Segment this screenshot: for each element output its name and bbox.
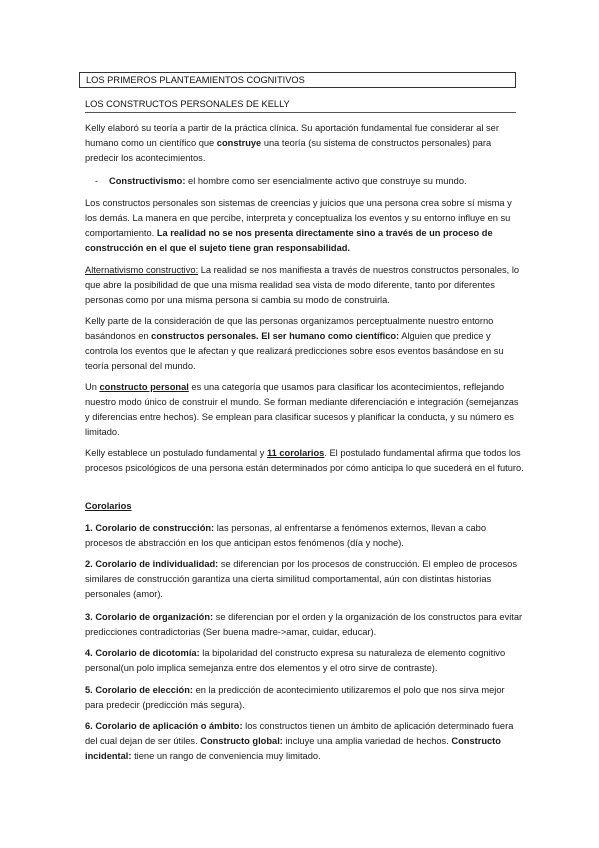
corolario-item: 2. Corolario de individualidad: se diferencian por los procesos de construcción. El empleo de procesos similares de construcción garantiza una cierta similitud comportamental, aún con distintas historias personales (amor). — [85, 559, 517, 599]
paragraph-constructo-personal: Un constructo personal es una categoría que usamos para clasificar los acontecimientos, reflejando nuestro modo único de construir el mundo. Se forman mediante diferenciación e integración (semejanzas y diferencias entre hechos). Se emplean para clasificar sucesos y planificar la conducta, y su número es limitado. — [85, 382, 519, 437]
corolario-item: 4. Corolario de dicotomía: la bipolaridad del constructo expresa su naturaleza de elemento cognitivo personal(un polo implica semejanza entre dos elementos y el otro sirve de contraste). — [85, 648, 506, 673]
document-title: LOS PRIMEROS PLANTEAMIENTOS COGNITIVOS — [79, 72, 516, 88]
paragraph-postulado: Kelly establece un postulado fundamental y 11 corolarios. El postulado fundamental afirma que todos los procesos psicológicos de una persona están determinados por cómo anticipa lo que sucederá en el futuro. — [85, 448, 524, 473]
intro-paragraph: Kelly elaboró su teoría a partir de la práctica clínica. Su aportación fundamental fue considerar al ser humano como un científico que construye una teoría (su sistema de constructos personales) para predecir los acontecimientos. — [85, 123, 499, 163]
corolario-item: 6. Corolario de aplicación o ámbito: los constructos tienen un ámbito de aplicación determinado fuera del cual dejan de ser útiles. Constructo global: incluye una amplia variedad de hechos. Constructo incidental: tiene un rango de conveniencia muy limitado. — [85, 721, 514, 761]
corolario-item: 3. Corolario de organización: se diferencian por el orden y la organización de los constructos para evitar predicciones contradictorias (Ser buena madre->amar, cuidar, educar). — [85, 612, 523, 637]
paragraph-constructos: Los constructos personales son sistemas de creencias y juicios que una persona crea sobre sí misma y los demás. La manera en que percibe, interpreta y conceptualiza los eventos y su entorno influye en su comportamiento. La realidad no se nos presenta directamente sino a través de un proceso de construcción en el que el sujeto tiene gran responsabilidad. — [85, 198, 512, 253]
paragraph-kelly-parte: Kelly parte de la consideración de que las personas organizamos perceptualmente nuestro entorno basándonos en constructos personales. El ser humano como científico: Alguien que predice y controla los eventos que le afectan y que realizará predicciones sobre esos eventos basándose en su teoría personal del mundo. — [85, 316, 504, 371]
corolarios-heading: Corolarios — [85, 501, 132, 511]
paragraph-alternativismo: Alternativismo constructivo: La realidad se nos manifiesta a través de nuestros constructos personales, lo que abre la posibilidad de que una misma realidad sea vista de modo diferente, tanto por diferentes personas como por una misma persona si cambia su modo de construirla. — [85, 265, 520, 305]
corolario-item: 1. Corolario de construcción: las personas, al enfrentarse a fenómenos externos, llevan a cabo procesos de abstracción en los que anticipan estos fenómenos (día y noche). — [85, 523, 486, 548]
corolario-item: 5. Corolario de elección: en la predicción de acontecimiento utilizaremos el polo que nos sirva mejor para predecir (predicción más segura). — [85, 685, 505, 710]
bullet-dash: - — [95, 176, 99, 186]
bullet-constructivismo: - Constructivismo: el hombre como ser esencialmente activo que construye su mundo. — [109, 174, 529, 189]
section-heading: LOS CONSTRUCTOS PERSONALES DE KELLY — [85, 97, 516, 113]
